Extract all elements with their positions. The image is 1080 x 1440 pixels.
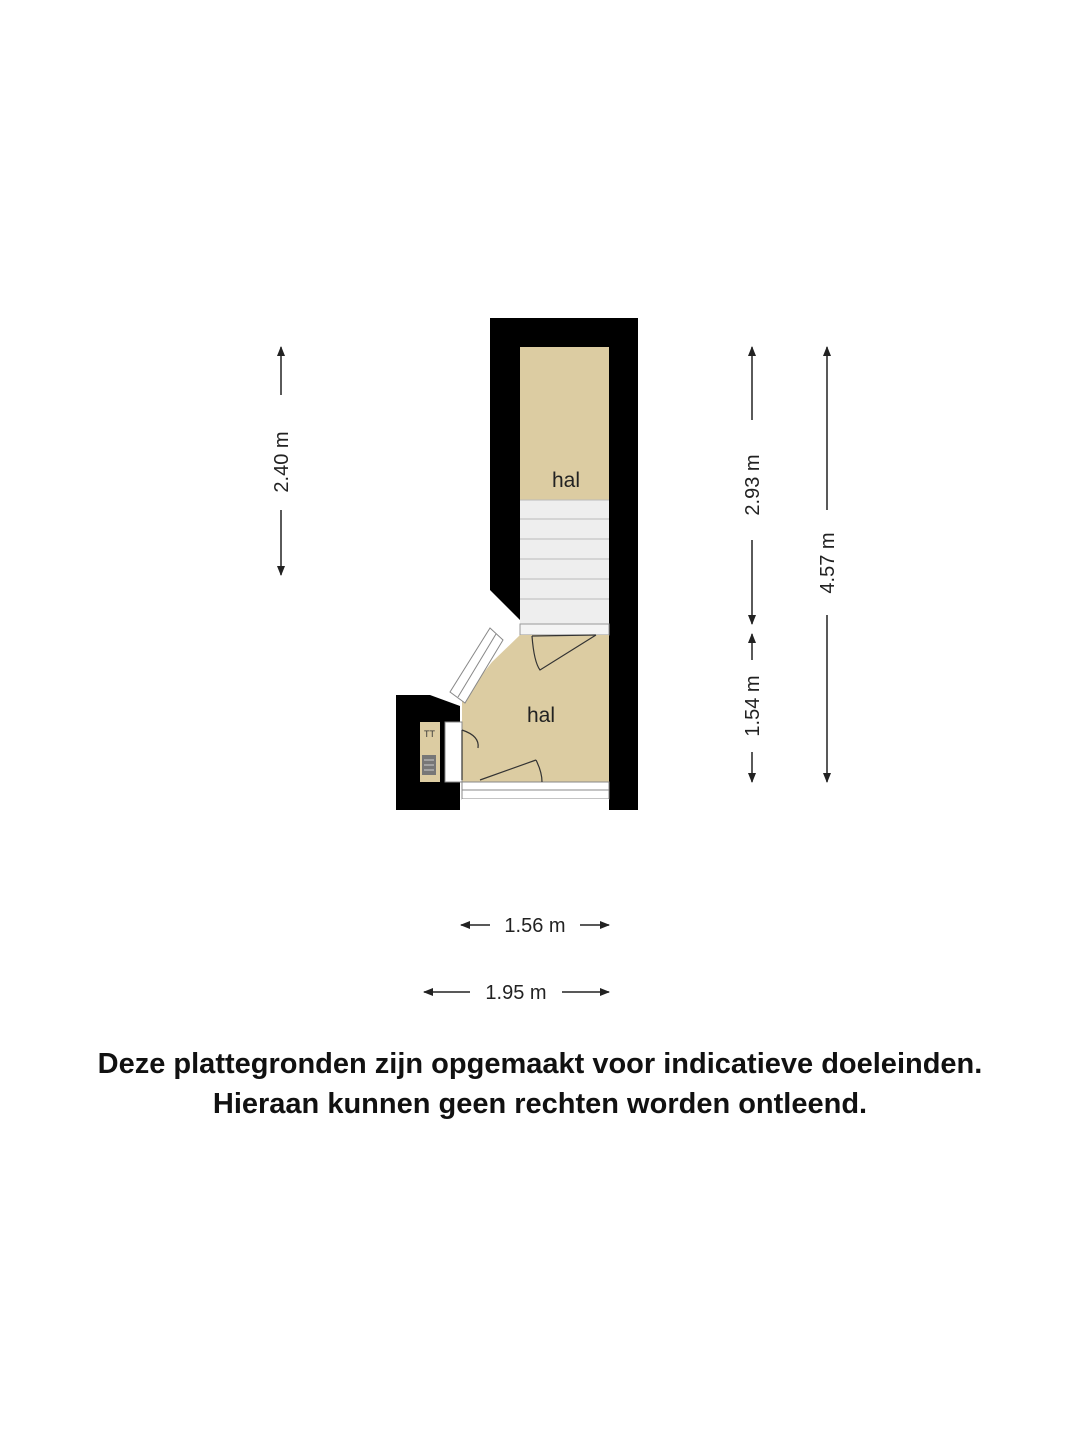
disclaimer-line-2: Hieraan kunnen geen rechten worden ontleend. <box>212 1088 868 1120</box>
dim-label-2-40: 2.40 m <box>271 431 293 493</box>
dim-label-1-95: 1.95 m <box>485 982 547 1004</box>
staircase <box>520 500 609 624</box>
room-label-lower-hall: hal <box>526 704 556 727</box>
svg-text:TT: TT <box>424 729 435 739</box>
dim-label-4-57: 4.57 m <box>817 532 839 594</box>
closet-door-frame <box>445 722 462 782</box>
disclaimer-line-1: Deze plattegronden zijn opgemaakt voor indicatieve doeleinden. <box>97 1048 983 1080</box>
stair-threshold <box>520 624 609 635</box>
dim-label-1-54: 1.54 m <box>742 675 764 737</box>
room-label-upper-hall: hal <box>551 469 581 492</box>
dim-label-1-56: 1.56 m <box>504 915 566 937</box>
disclaimer <box>0 1044 1080 1124</box>
dim-label-2-93: 2.93 m <box>742 454 764 516</box>
